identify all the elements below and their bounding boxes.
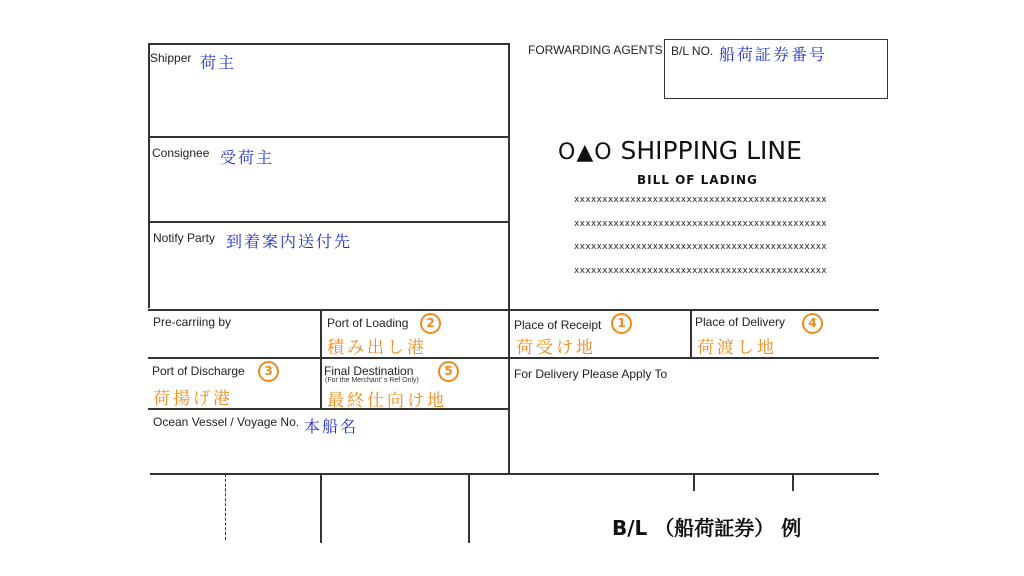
ocean-vessel-value: 本船名 [304,417,359,436]
final-destination-number-badge: 5 [438,361,459,382]
port-of-loading-value: 積み出し港 [327,338,427,358]
document-type: BILL OF LADING [637,173,758,187]
particulars-top-rule [150,473,879,475]
center-divider [508,43,510,474]
delivery-apply-label: For Delivery Please Apply To [514,367,668,381]
particulars-divider-3 [693,473,695,491]
terms-row: xxxxxxxxxxxxxxxxxxxxxxxxxxxxxxxxxxxxxxxxxxxxx [574,242,827,252]
final-destination-note: (For the Merchant’ s Ref Only) [325,377,419,384]
forwarding-agents-label: FORWARDING AGENTS [528,43,663,57]
place-of-receipt-number-badge: 1 [611,313,632,334]
place-of-receipt-label: Place of Receipt [514,318,602,332]
place-of-delivery-number-badge: 4 [802,313,823,334]
port-of-loading-label: Port of Loading [327,316,409,330]
port-of-discharge-value: 荷揚げ港 [153,389,233,409]
top-rule [148,43,508,45]
shipper-value: 荷主 [200,53,237,72]
left-column-edge [148,43,150,308]
pre-carriage-label: Pre-carriing by [153,315,232,329]
consignee-bottom-rule [148,221,508,223]
terms-row: xxxxxxxxxxxxxxxxxxxxxxxxxxxxxxxxxxxxxxxxxxxxx [574,219,827,229]
ocean-vessel-label: Ocean Vessel / Voyage No. [153,415,300,429]
final-destination-value: 最終仕向け地 [327,391,447,411]
particulars-divider-4 [792,473,794,491]
routing-top-rule [148,309,879,311]
shipper-label: Shipper [150,51,192,65]
notify-party-value: 到着案内送付先 [226,232,353,251]
notify-party-label: Notify Party [153,231,216,245]
terms-row: xxxxxxxxxxxxxxxxxxxxxxxxxxxxxxxxxxxxxxxxxxxxx [574,195,827,205]
bl-number-label: B/L NO. [671,44,714,58]
port-of-loading-number-badge: 2 [420,313,441,334]
routing-divider-1 [320,309,322,408]
place-of-delivery-label: Place of Delivery [695,315,786,329]
port-of-discharge-number-badge: 3 [258,361,279,382]
particulars-divider-2 [468,473,470,543]
routing-divider-2 [690,309,692,357]
consignee-value: 受荷主 [220,148,275,167]
company-name-text: SHIPPING LINE [620,136,802,165]
figure-caption: B/L （船荷証券） 例 [612,516,802,540]
shipper-bottom-rule [148,136,508,138]
particulars-divider-1 [320,473,322,543]
company-name [558,136,802,165]
place-of-delivery-value: 荷渡し地 [697,338,777,358]
port-of-discharge-label: Port of Discharge [152,364,245,378]
place-of-receipt-value: 荷受け地 [516,338,596,358]
particulars-dashed-divider [225,474,226,540]
consignee-label: Consignee [152,146,210,160]
company-logo-symbols: O▲O [558,140,613,165]
final-destination-label: Final Destination [324,364,414,378]
bl-number-value: 船荷証券番号 [719,45,828,64]
terms-row: xxxxxxxxxxxxxxxxxxxxxxxxxxxxxxxxxxxxxxxxxxxxx [574,266,827,276]
